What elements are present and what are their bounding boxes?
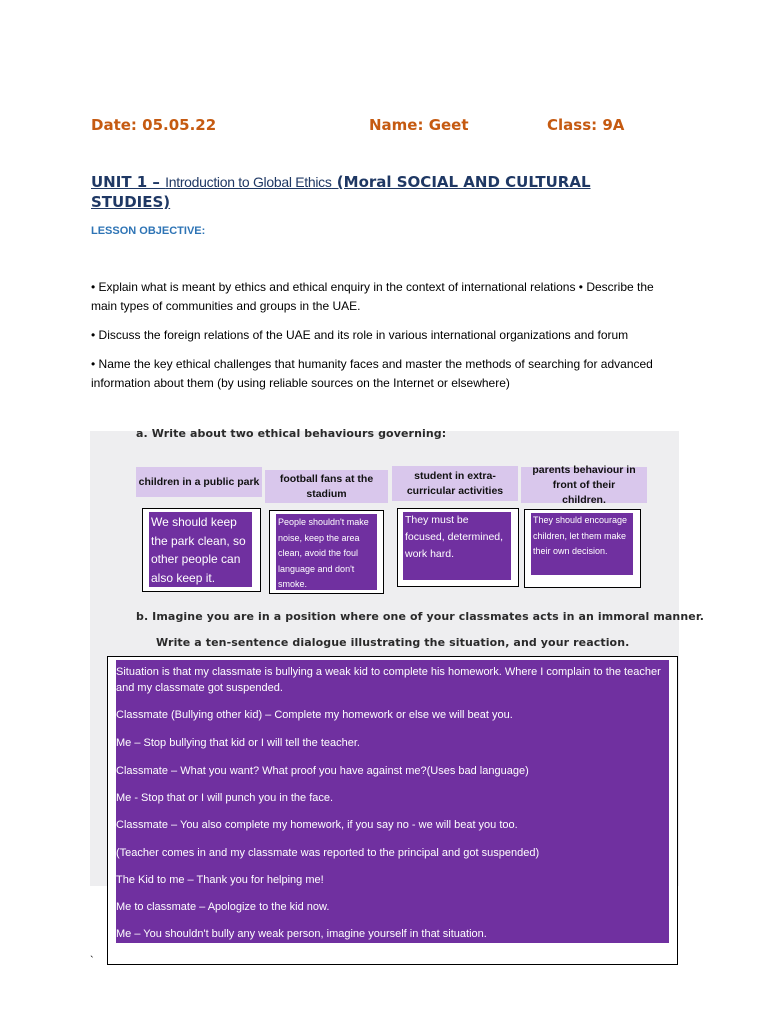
dialogue-line: Situation is that my classmate is bullying a weak kid to complete his homework. Where I complain to the teacher and my classmate got suspended. [116, 666, 661, 694]
column-header-activities: student in extra-curricular activities [392, 466, 518, 501]
dialogue-line: Me - Stop that or I will punch you in the face. [116, 792, 334, 804]
dialogue-line: Classmate (Bullying other kid) – Complete my homework or else we will beat you. [116, 709, 513, 721]
answer-park: We should keep the park clean, so other people can also keep it. [149, 512, 252, 587]
dialogue-line: Me – You shouldn't bully any weak person, imagine yourself in that situation. [116, 928, 487, 940]
answer-activities: They must be focused, determined, work hard. [403, 512, 511, 580]
question-b-line2: Write a ten-sentence dialogue illustrating the situation, and your reaction. [156, 636, 630, 649]
unit-number: UNIT 1 – [91, 173, 166, 191]
answer-stadium: People shouldn't make noise, keep the area clean, avoid the foul language and don't smoke. [276, 514, 377, 590]
objective-item: • Name the key ethical challenges that humanity faces and master the methods of searching for advanced information about them (by using reliable sources on the Internet or elsewhere) [91, 357, 653, 390]
date-label: Date: 05.05.22 [91, 116, 217, 134]
dialogue-line: The Kid to me – Thank you for helping me! [116, 874, 324, 886]
class-label: Class: 9A [547, 116, 625, 134]
dialogue-line: (Teacher comes in and my classmate was reported to the principal and got suspended) [116, 847, 540, 859]
dialogue-line: Me to classmate – Apologize to the kid now. [116, 901, 330, 913]
column-header-park: children in a public park [136, 467, 262, 497]
name-label: Name: Geet [369, 116, 469, 134]
column-header-parents: parents behaviour in front of their children. [521, 467, 647, 503]
dialogue-line: Classmate – You also complete my homework, if you say no - we will beat you too. [116, 819, 518, 831]
dialogue-line: Me – Stop bullying that kid or I will tell the teacher. [116, 737, 360, 749]
column-header-stadium: football fans at the stadium [265, 470, 388, 503]
answer-parents: They should encourage children, let them make their own decision. [531, 513, 633, 575]
dialogue-line: Classmate – What you want? What proof you have against me?(Uses bad language) [116, 765, 529, 777]
lesson-objective-label: LESSON OBJECTIVE: [91, 225, 206, 237]
question-a: a. Write about two ethical behaviours governing: [136, 427, 447, 440]
dialogue-box [116, 660, 669, 943]
question-b-line1: b. Imagine you are in a position where one of your classmates acts in an immoral manner. [136, 610, 705, 623]
unit-subject: (Moral SOCIAL AND CULTURAL STUDIES) [91, 173, 591, 211]
trailing-mark: ` [90, 955, 94, 967]
objective-item: • Discuss the foreign relations of the UAE and its role in various international organizations and forum [91, 328, 629, 342]
unit-intro: Introduction to Global Ethics [165, 174, 332, 190]
objective-item: • Explain what is meant by ethics and ethical enquiry in the context of international relations • Describe the main types of communities and groups in the UAE. [91, 280, 654, 313]
unit-title [91, 172, 651, 212]
